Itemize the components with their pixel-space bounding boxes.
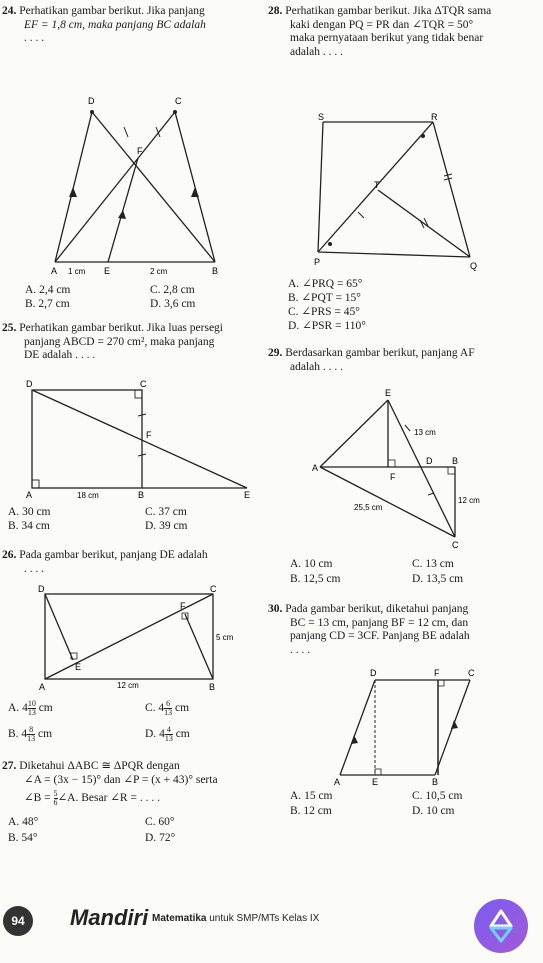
option[interactable]: B. 2,7 cm (25, 298, 70, 310)
question-text: adalah . . . . (290, 360, 344, 373)
label-F: F (137, 146, 143, 156)
label-P: P (314, 257, 321, 267)
option[interactable]: A. 48° (8, 816, 39, 828)
question-number: 24. (2, 5, 17, 17)
label-A: A (39, 682, 46, 692)
question-text: Pada gambar berikut, diketahui panjang (285, 603, 469, 615)
question-text: EF = 1,8 cm, maka panjang BC adalah (24, 18, 206, 31)
option[interactable]: D. 4 $\frac{4}{13}$ cm (145, 725, 190, 743)
option[interactable]: B. 12,5 cm (290, 573, 341, 585)
label-AC: 25,5 cm (354, 503, 383, 512)
question-text: panjang CD = 3CF. Panjang BE adalah (290, 630, 470, 642)
figure-q28 (298, 112, 478, 272)
label-F: F (180, 601, 186, 611)
arrow-mark (191, 187, 199, 197)
question-number: 27. (2, 760, 17, 772)
label-T: T (374, 180, 380, 190)
question-text: Pada gambar berikut, panjang DE adalah (19, 549, 208, 561)
question-text: . . . . (24, 562, 45, 575)
option[interactable]: A. 15 cm (290, 790, 333, 802)
label-C: C (452, 540, 459, 550)
label-ED: 13 cm (414, 428, 436, 437)
question-text: . . . . (290, 643, 311, 656)
label-D: D (88, 96, 95, 106)
question-29 (268, 347, 538, 374)
question-text: BC = 13 cm, panjang BF = 12 cm, dan (290, 616, 469, 629)
label-B: B (138, 490, 145, 500)
label-C: C (140, 379, 147, 389)
question-number: 30. (268, 603, 283, 615)
option[interactable]: D. 39 cm (145, 520, 188, 532)
label-R: R (431, 112, 438, 122)
label-E: E (75, 662, 82, 672)
option[interactable]: C. ∠PRS = 45° (288, 306, 360, 318)
option[interactable]: B. ∠PQT = 15° (288, 292, 361, 304)
option[interactable]: A. 2,4 cm (25, 284, 71, 296)
option[interactable]: A. 10 cm (290, 558, 333, 570)
question-number: 29. (268, 347, 283, 359)
page-number: 94 (3, 906, 33, 936)
question-text: . . . . (24, 32, 45, 44)
option[interactable]: C. 10,5 cm (412, 790, 463, 802)
label-B: B (432, 777, 439, 787)
label-F: F (146, 430, 152, 440)
question-text: Perhatikan gambar berikut. Jika panjang (19, 5, 205, 17)
option[interactable]: C. 60° (145, 816, 175, 828)
label-AE: 1 cm (68, 267, 86, 276)
option[interactable]: D. 10 cm (412, 805, 455, 817)
option[interactable]: D. 3,6 cm (150, 298, 196, 310)
label-S: S (318, 112, 325, 122)
question-27: 27. Diketahui ΔABC ≅ ΔPQR dengan ∠A = (3x − 15)° dan ∠P = (x + 43)° serta ∠B = $\frac{5}{6}$ ∠A. Besar ∠R = . . . . (2, 760, 257, 807)
label-BC: 5 cm (216, 633, 234, 642)
question-30 (268, 603, 538, 657)
option[interactable]: D. ∠PSR = 110° (288, 320, 366, 332)
question-text: adalah . . . . (290, 45, 344, 58)
label-D: D (370, 668, 377, 678)
label-F: F (434, 668, 440, 678)
label-B: B (209, 682, 216, 692)
question-text: Perhatikan gambar berikut. Jika luas persegi (19, 322, 223, 334)
question-text: maka pernyataan berikut yang tidak benar (290, 32, 484, 44)
option[interactable]: B. 4 $\frac{8}{13}$ cm (8, 725, 53, 743)
question-text: ∠A = (3x − 15)° dan ∠P = (x + 43)° serta (24, 773, 218, 786)
footer-subtitle: Matematika untuk SMP/MTs Kelas IX (152, 913, 320, 924)
label-E: E (244, 490, 251, 500)
label-A: A (312, 463, 319, 473)
option[interactable]: C. 2,8 cm (150, 284, 195, 296)
brand-logo: Mandiri (70, 905, 149, 930)
label-AB: 12 cm (117, 681, 139, 690)
question-text: Diketahui ΔABC ≅ ΔPQR dengan (19, 760, 180, 772)
option[interactable]: B. 34 cm (8, 520, 50, 532)
label-B: B (212, 266, 219, 276)
label-E: E (372, 777, 379, 787)
question-text: ∠B = (24, 792, 51, 805)
question-text: DE adalah . . . . (24, 349, 96, 361)
question-text: Perhatikan gambar berikut. Jika ΔTQR sama (285, 5, 492, 17)
label-E: E (385, 388, 392, 398)
option[interactable]: C. 13 cm (412, 558, 454, 570)
label-C: C (468, 668, 475, 678)
app-logo-icon[interactable] (474, 899, 528, 953)
arrow-mark (69, 187, 77, 197)
question-25 (2, 322, 257, 363)
question-26 (2, 549, 257, 576)
option[interactable]: B. 12 cm (290, 805, 332, 817)
label-C: C (175, 96, 182, 106)
label-A: A (334, 777, 341, 787)
question-text: kaki dengan PQ = PR dan ∠TQR = 50° (290, 18, 474, 31)
label-AB: 18 cm (77, 491, 99, 500)
option[interactable]: C. 37 cm (145, 506, 187, 518)
label-A: A (51, 266, 58, 276)
label-DB: 12 cm (458, 496, 480, 505)
question-text: panjang ABCD = 270 cm², maka panjang (24, 335, 215, 348)
option[interactable]: A. 4 $\frac{10}{13}$ cm (8, 699, 53, 717)
question-number: 28. (268, 5, 283, 17)
label-B: B (452, 456, 459, 466)
option[interactable]: B. 54° (8, 832, 38, 844)
option[interactable]: D. 72° (145, 832, 176, 844)
figure-q26 (33, 584, 248, 694)
figure-q25 (22, 376, 262, 501)
question-number: 25. (2, 322, 17, 334)
question-number: 26. (2, 549, 17, 561)
label-F: F (390, 472, 396, 482)
option[interactable]: A. 30 cm (8, 506, 51, 518)
label-Q: Q (470, 261, 478, 271)
question-text: ∠A. Besar ∠R = . . . . (57, 792, 160, 805)
label-D: D (426, 456, 433, 466)
label-EB: 2 cm (150, 267, 168, 276)
figure-q29 (310, 385, 500, 550)
question-text: Berdasarkan gambar berikut, panjang AF (285, 347, 475, 359)
option[interactable]: A. ∠PRQ = 65° (288, 278, 363, 290)
figure-q24 (40, 92, 240, 277)
label-D: D (26, 379, 33, 389)
figure-q30 (330, 665, 480, 790)
option[interactable]: D. 13,5 cm (412, 573, 464, 585)
label-D: D (38, 584, 45, 594)
label-A: A (26, 490, 33, 500)
question-28 (268, 5, 538, 59)
question-24 (2, 5, 257, 46)
label-C: C (210, 584, 217, 594)
option[interactable]: C. 4 $\frac{6}{13}$ cm (145, 699, 190, 717)
label-E: E (104, 266, 111, 276)
